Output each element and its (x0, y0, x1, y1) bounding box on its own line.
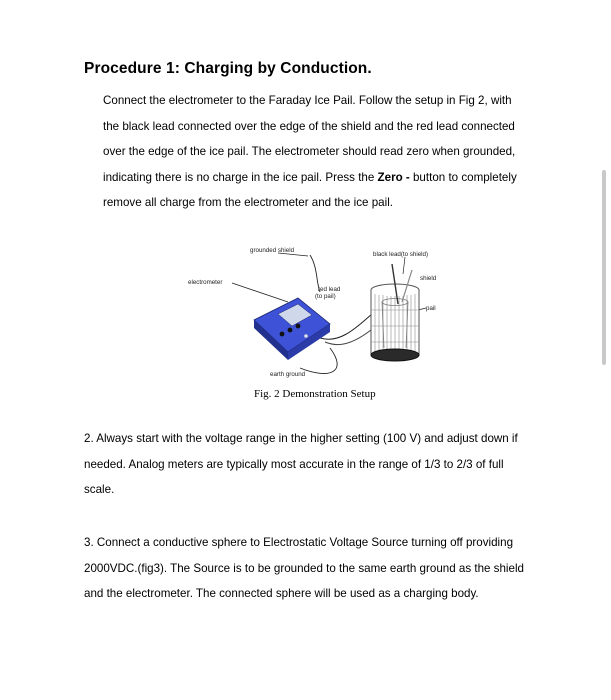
label-black-lead: black lead(to shield) (373, 251, 429, 258)
intro-line-2: the black lead connected over the edge of the shield and the red lead connected (103, 119, 515, 133)
vertical-scrollbar[interactable] (602, 170, 606, 365)
figure-caption: Fig. 2 Demonstration Setup (254, 388, 376, 400)
shield-cage (371, 284, 419, 361)
intro-line-4 (103, 165, 573, 191)
step-2-line-2: needed. Analog meters are typically most accurate in the range of 1/3 to 2/3 of full (84, 457, 504, 471)
intro-line-4-start: indicating there is no charge in the ice pail. Press the (103, 170, 378, 184)
label-earth-ground: earth ground (270, 371, 306, 378)
step-3-line-3: and the electrometer. The connected sphere will be used as a charging body. (84, 587, 479, 601)
intro-paragraph (103, 88, 573, 216)
label-shield: shield (420, 275, 437, 282)
step-2-line-1: 2. Always start with the voltage range in the higher setting (100 V) and adjust down if (84, 432, 518, 445)
zero-button-reference: Zero - (377, 170, 410, 184)
step-3-line-2: 2000VDC.(fig3). The Source is to be grounded to the same earth ground as the shield (84, 561, 524, 575)
step-3-line-1: 3. Connect a conductive sphere to Electrostatic Voltage Source turning off providing (84, 536, 514, 549)
label-grounded-shield: grounded shield (250, 247, 295, 254)
electrometer-pointer (232, 283, 288, 302)
intro-line-3: over the edge of the ice pail. The electrometer should read zero when grounded, (103, 145, 516, 159)
step-3-paragraph (84, 530, 584, 607)
step-2-paragraph (84, 426, 584, 503)
step-2-line-3: scale. (84, 483, 115, 497)
intro-line-4-end: button to completely (409, 170, 517, 184)
earth-ground-wire (300, 348, 337, 374)
procedure-title: Procedure 1: Charging by Conduction. (84, 60, 372, 77)
label-red-lead-line1: red lead (318, 286, 341, 293)
demonstration-setup-figure (170, 240, 470, 390)
label-pail: pail (426, 305, 436, 312)
electrometer-device (254, 298, 330, 360)
label-electrometer: electrometer (188, 279, 223, 286)
intro-line-5: remove all charge from the electrometer and the ice pail. (103, 196, 393, 210)
intro-line-1: Connect the electrometer to the Faraday Ice Pail. Follow the setup in Fig 2, with (103, 94, 512, 107)
setup-diagram (170, 240, 470, 390)
black-lead-pointer (403, 257, 405, 274)
label-red-lead-line2: (to pail) (315, 293, 336, 300)
